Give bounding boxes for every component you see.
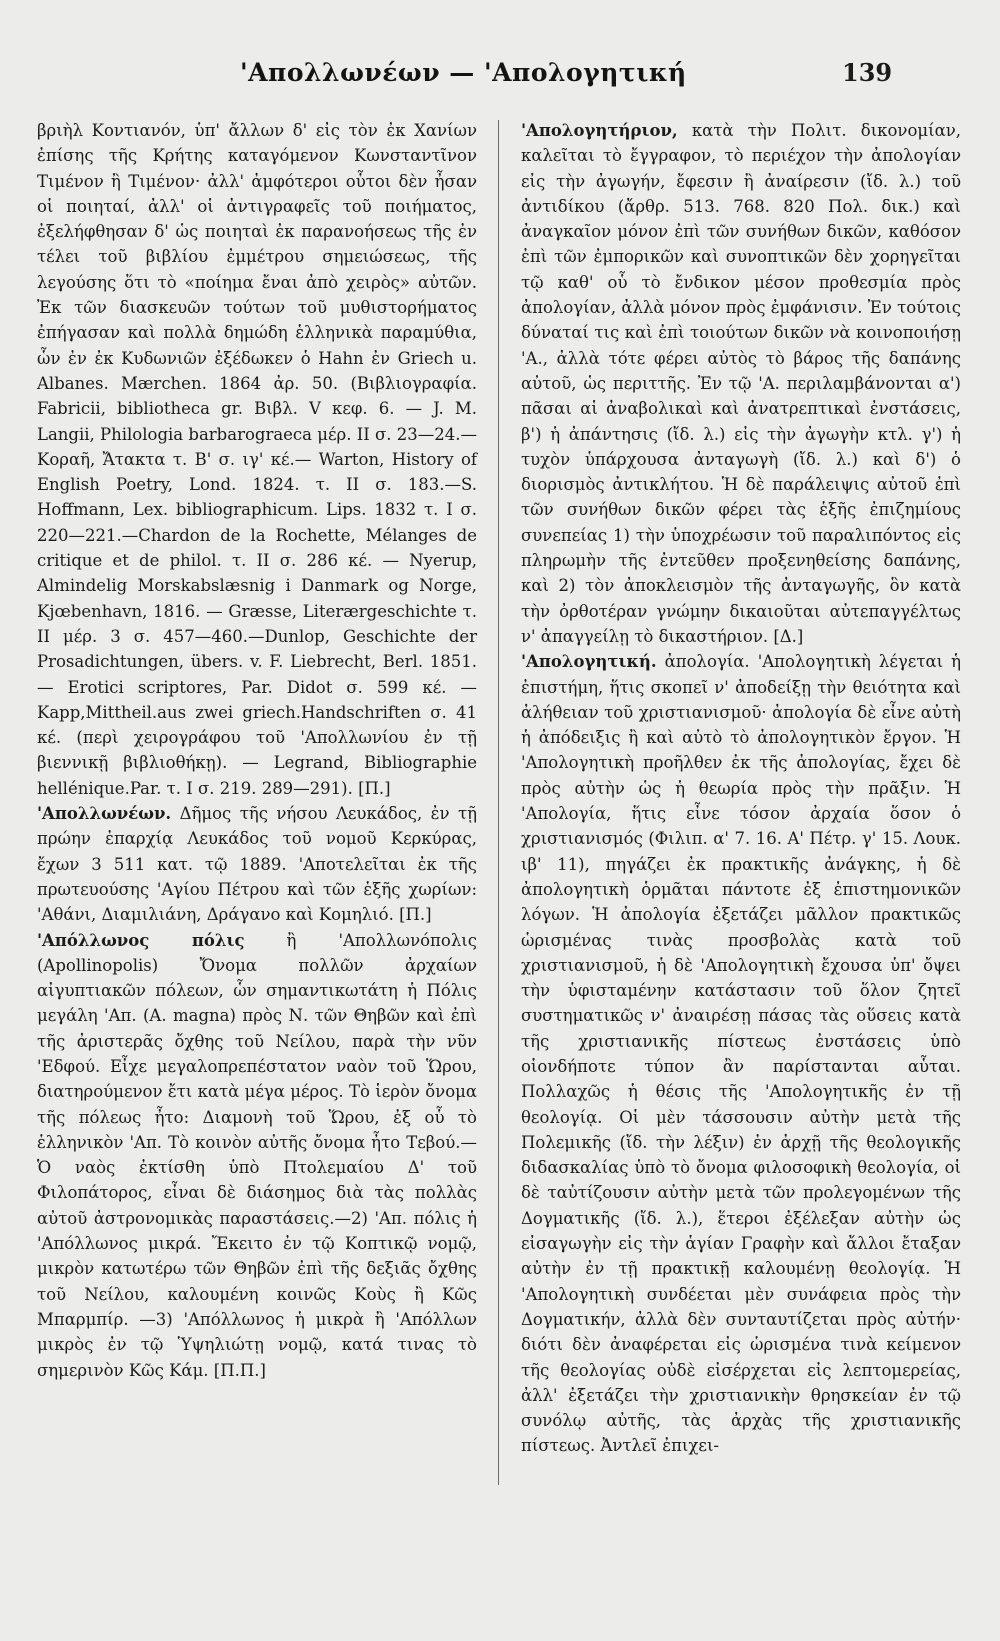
page-number: 139 (842, 58, 893, 87)
text-block (37, 118, 477, 801)
left-column (37, 118, 477, 1383)
entry-text: ἀπολογία. 'Απολογητικὴ λέγεται ἡ ἐπιστήμη, ἥτις σκοπεῖ ν' ἀποδείξῃ τὴν θειότητα καὶ ἀλήθειαν τοῦ χριστιανισμοῦ· ἀπολογία δὲ εἶνε αὐτὴ ἡ ἀπόδειξις ἢ καὶ αὐτὸ τὸ ἀπολογητικὸν ἔργον. Ἡ 'Απολογητικὴ προῆλθεν ἐκ τῆς ἀπολογίας, ἔχει δὲ πρὸς αὐτὴν ὡς ἡ θεωρία πρὸς τὴν πρᾶξιν. Ἡ 'Απολογία, ἥτις εἶνε τόσον ἀρχαία ὅσον ὁ χριστιανισμός (Φιλιπ. α' 7. 16. Α' Πέτρ. γ' 15. Λουκ. ιβ' 11), πηγάζει ἐκ πρακτικῆς ἀνάγκης, ἡ δὲ ἀπολογητικὴ ὁρμᾶται πάντοτε ἐξ ἐπιστημονικῶν λόγων. Ἡ ἀπολογία ἐξετάζει μᾶλλον πρακτικῶς ὡρισμένας τινὰς προσβολὰς κατὰ τοῦ χριστιανισμοῦ, ἡ δὲ 'Απολογητικὴ ἔχουσα ὑπ' ὄψει τὴν ὑφισταμένην κατάστασιν τοῦ ὅλον ζητεῖ συστηματικῶς ν' ἀναιρέσῃ πάσας τὰς οὕσεις κατὰ τῆς χριστιανικῆς πίστεως ἐνστάσεις ὑπὸ οἱονδήποτε τύπον ἂν παρίστανται αὗται. Πολλαχῶς ἡ θέσις τῆς 'Απολογητικῆς ἐν τῇ θεολογίᾳ. Οἱ μὲν τάσσουσιν αὐτὴν μετὰ τῆς Πολεμικῆς (ἴδ. τὴν λέξιν) ἐν ἀρχῇ τῆς θεολογικῆς διδασκαλίας ὑπὸ τὸ ὄνομα φιλοσοφικὴ θεολογία, οἱ δὲ ταὐτίζουσιν αὐτὴν μετὰ τῶν προλεγομένων τῆς Δογματικῆς (ἴδ. λ.), ἕτεροι ἐξέλεξαν αὐτὴν ὡς εἰσαγωγὴν εἰς τὴν ἁγίαν Γραφὴν καὶ ἄλλοι ἔταξαν αὐτὴν ἐν τῇ πρακτικῇ καλουμένῃ θεολογίᾳ. Ἡ 'Απολογητικὴ συνδέεται μὲν συνάφεια πρὸς τὴν Δογματικήν, ἀλλὰ δὲν συνταυτίζεται πρὸς αὐτήν· διότι δὲν ἀναφέρεται εἰς ὡρισμένα τινὰ κείμενον τῆς θεολογίας οὐδὲ εἰσέρχεται εἰς λεπτομερείας, ἀλλ' ἐξετάζει τὴν χριστιανικὴν θρησκείαν ἐν τῷ συνόλῳ αὐτῆς, τὰς ἀρχὰς τῆς χριστιανικῆς πίστεως. Ἀντλεῖ ἐπιχει- (521, 652, 961, 1456)
column-divider (498, 120, 499, 1485)
entry-headword: 'Απολογητική. (521, 652, 657, 672)
entry-text: ἢ 'Απολλωνόπολις (Apollinopolis) Ὄνομα πολλῶν ἀρχαίων αἰγυπτιακῶν πόλεων, ὧν σημαντικωτάτη ἡ Πόλις μεγάλη 'Απ. (A. magna) πρὸς Ν. τῶν Θηβῶν καὶ ἐπὶ τῆς ἀριστερᾶς ὄχθης τοῦ Νείλου, παρὰ τὴν νῦν 'Εδφού. Εἶχε μεγαλοπρεπέστατον ναὸν τοῦ Ὥρου, διατηρούμενον ἔτι κατὰ μέγα μέρος. Τὸ ἱερὸν ὄνομα τῆς πόλεως ἦτο: Διαμονὴ τοῦ Ὥρου, ἐξ οὗ τὸ ἑλληνικὸν 'Απ. Τὸ κοινὸν αὐτῆς ὄνομα ἦτο Τεβού.—Ὁ ναὸς ἐκτίσθη ὑπὸ Πτολεμαίου Δ' τοῦ Φιλοπάτορος, εἶναι δὲ διάσημος διὰ τὰς πολλὰς αὐτοῦ ἀστρονομικὰς παραστάσεις.—2) 'Απ. πόλις ἡ 'Απόλλωνος μικρά. Ἔκειτο ἐν τῷ Κοπτικῷ νομῷ, μικρὸν κατωτέρω τῶν Θηβῶν ἐπὶ τῆς δεξιᾶς ὄχθης τοῦ Νείλου, καλουμένη κοινῶς Κοὺς ἢ Κῶς Μπαρμπίρ. —3) 'Απόλλωνος ἡ μικρὰ ἢ 'Απόλλων μικρὸς ἐν τῷ Ὑψηλιώτῃ νομῷ, κατά τινας τὸ σημερινὸν Κῶς Κάμ. [Π.Π.] (37, 930, 477, 1380)
dictionary-entry (37, 928, 477, 1383)
page-header (0, 58, 1000, 98)
entry-text: κατὰ τὴν Πολιτ. δικονομίαν, καλεῖται τὸ ἔγγραφον, τὸ περιέχον τὴν ἀπολογίαν εἰς τὴν ἀγωγήν, ἔφεσιν ἢ ἀναίρεσιν (ἴδ. λ.) τοῦ ἀντιδίκου (ἄρθρ. 513. 768. 820 Πολ. δικ.) καὶ ἀναγκαῖον μόνον ἐπὶ τῶν συνήθων δικῶν, καθόσον ἐπὶ τῶν ἐμπορικῶν καὶ συνοπτικῶν δὲν χορηγεῖται τῷ καθ' οὗ τὸ ἔνδικον μέσον προθεσμία πρὸς ἀπολογίαν, ἀλλὰ μόνον πρὸς ἐμφάνισιν. Ἐν τούτοις δύναταί τις καὶ ἐπὶ τοιούτων δικῶν νὰ κοινοποιήσῃ 'Α., ἀλλὰ τότε φέρει αὐτὸς τὸ βάρος τῆς δαπάνης αὐτοῦ, ὡς περιττῆς. Ἐν τῷ 'Α. περιλαμβάνονται α') πᾶσαι αἱ ἀναβολικαὶ καὶ ἀνατρεπτικαὶ ἐνστάσεις, β') ἡ ἀπάντησις (ἴδ. λ.) εἰς τὴν ἀγωγὴν κτλ. γ') ἡ τυχὸν ὑπάρχουσα ἀνταγωγὴ (ἴδ. λ.) καὶ δ') ὁ διορισμὸς ἀντικλήτου. Ἡ δὲ παράλειψις αὐτοῦ ἐπὶ τῶν συνήθων δικῶν φέρει τὰς ἑξῆς ἐπιζημίους συνεπείας 1) τὴν ὑποχρέωσιν τοῦ παραλιπόντος εἰς πληρωμὴν τῆς ἐντεῦθεν προξενηθείσης δαπάνης, καὶ 2) τὸν ἀποκλεισμὸν τῆς ἀνταγωγῆς, ὃν κατὰ τὴν ὀρθοτέραν γνώμην δικαιοῦται αὐτεπαγγέλτως ν' ἀπαγγείλῃ τὸ δικαστήριον. [Δ.] (521, 121, 961, 646)
running-title: 'Απολλωνέων — 'Απολογητική (240, 58, 687, 87)
right-column (521, 118, 961, 1459)
dictionary-entry (521, 649, 961, 1459)
entry-text: Δῆμος τῆς νήσου Λευκάδος, ἐν τῇ πρώην ἐπαρχίᾳ Λευκάδος τοῦ νομοῦ Κερκύρας, ἔχων 3 511 κατ. τῷ 1889. 'Αποτελεῖται ἐκ τῆς πρωτευούσης 'Αγίου Πέτρου καὶ τῶν ἑξῆς χωρίων: 'Αθάνι, Διαμιλιάνη, Δράγανο καὶ Κομηλιό. [Π.] (37, 804, 477, 925)
entry-headword: 'Απόλλωνος πόλις (37, 930, 245, 950)
body-text: βριὴλ Κοντιανόν, ὑπ' ἄλλων δ' εἰς τὸν ἐκ Χανίων ἐπίσης τῆς Κρήτης καταγόμενον Κωνσταντῖνον Τιμένον ἢ Τιμένον· ἀλλ' ἀμφότεροι οὗτοι δὲν ἦσαν οἱ ποιηταί, ἀλλ' οἱ ἀντιγραφεῖς τοῦ ποιήματος, ἐξελήφθησαν δ' ὡς ποιηταὶ ἐκ παρανοήσεως τῆς ἐν τέλει τοῦ βιβλίου ἐμμέτρου σημειώσεως, τῆς λεγούσης ὅτι τὸ «ποίημα ἔναι ἀπὸ χειρὸς» αὐτῶν. Ἐκ τῶν διασκευῶν τούτων τοῦ μυθιστορήματος ἐπήγασαν καὶ πολλὰ δημώδη ἑλληνικὰ παραμύθια, ὧν ἐν ἐκ Κυδωνιῶν ἐξέδωκεν ὁ Hahn ἐν Griech u. Albanes. Mærchen. 1864 ἀρ. 50. (Βιβλιογραφία. Fabricii, bibliotheca gr. Βιβλ. V κεφ. 6. — J. M. Langii, Philologia barbarograeca μέρ. II σ. 23—24.—Κοραῆ, Ἄτακτα τ. Β' σ. ιγ' κέ.— Warton, History of English Poetry, Lond. 1824. τ. II σ. 183.—S. Hoffmann, Lex. bibliographicum. Lips. 1832 τ. I σ. 220—221.—Chardon de la Rochette, Mélanges de critique et de philol. τ. II σ. 286 κέ. — Nyerup, Almindelig Morskabslæsnig i Danmark og Norge, Kjœbenhavn, 1816. — Græsse, Literærgeschichte τ. II μέρ. 3 σ. 457—460.—Dunlop, Geschichte der Prosadichtungen, übers. v. F. Liebrecht, Berl. 1851. — Erotici scriptores, Par. Didot σ. 599 κέ. —Kapp,Mittheil.aus zwei griech.Handschriften σ. 41 κέ. (περὶ χειρογράφου τοῦ 'Απολλωνίου ἐν τῇ βιεννικῇ βιβλιοθήκῃ). — Legrand, Bibliographie hellénique.Par. τ. I σ. 219. 289—291). [Π.] (37, 121, 477, 798)
dictionary-entry (521, 118, 961, 649)
entry-headword: 'Απολογητήριον, (521, 121, 678, 140)
entry-headword: 'Απολλωνέων. (37, 804, 172, 824)
dictionary-entry (37, 801, 477, 927)
